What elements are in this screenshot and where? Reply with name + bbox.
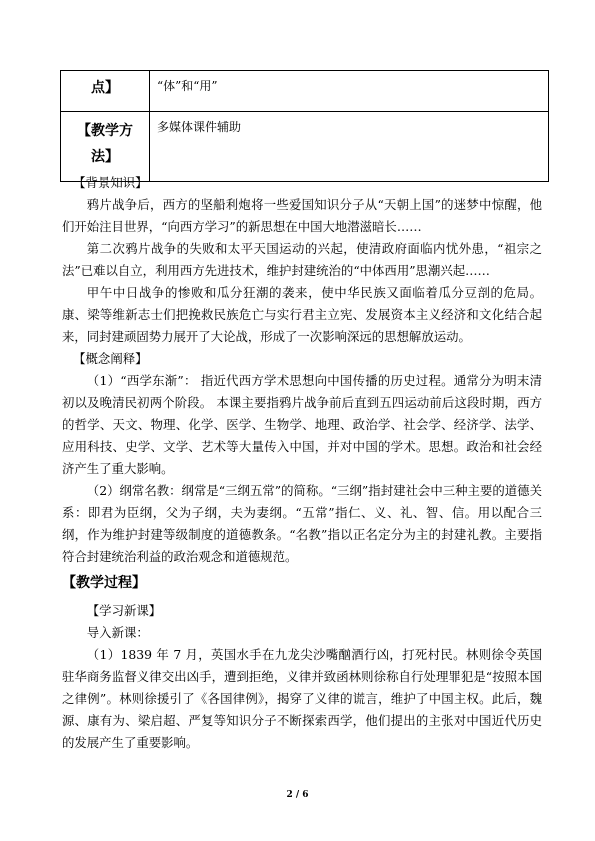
paragraph: 甲午中日战争的惨败和瓜分狂潮的袭来，使中华民族又面临着瓜分豆剖的危局。康、梁等维新志士们把挽救民族危亡与实行君主立宪、发展资本主义经济和文化结合起来，同封建顽固势力展开了大论战，形成了一次影响深远的思想解放运动。	[62, 285, 542, 344]
table-header-cell: 点】	[61, 71, 150, 112]
paragraph: 第二次鸦片战争的失败和太平天国运动的兴起，使清政府面临内忧外患，“祖宗之法”已难以自立，利用西方先进技术，维护封建统治的“中体西用”思潮兴起……	[62, 241, 542, 278]
table-header-cell	[61, 112, 150, 182]
table-content-cell: 多媒体课件辅助	[150, 112, 549, 182]
paragraph: （1）1839 年 7 月，英国水手在九龙尖沙嘴酗酒行凶，打死村民。林则徐令英国驻华商务监督义律交出凶手，遭到拒绝，义律并致函林则徐称自行处理罪犯是“按照本国之律例”。林则徐援引了《各国律例》，揭穿了义律的谎言，维护了中国主权。此后，魏源、康有为、梁启超、严复等知识分子不断探索西学，他们提出的主张对中国近代历史的发展产生了重要影响。	[62, 647, 542, 750]
table-content-cell: “体”和“用”	[150, 71, 549, 112]
section-title-background: 【背景知识】	[73, 175, 148, 190]
paragraph: （1）“西学东渐”： 指近代西方学术思想向中国传播的历史过程。通常分为明末清初以及晚清民初两个阶段。 本课主要指鸦片战争前后直到五四运动前后这段时期，西方的哲学、天文、物理、化学、医学、生物学、地理、政治学、社会学、经济学、法学、应用科技、史学、文学、艺术等大量传入中国，并对中国的学术。思想。政治和社会经济产生了重大影响。	[62, 373, 542, 476]
page-number: 2 / 6	[286, 790, 309, 800]
paragraph: 鸦片战争后，西方的坚船利炮将一些爱国知识分子从“天朝上国”的迷梦中惊醒，他们开始注目世界，“向西方学习”的新思想在中国大地潜滋暗长……	[62, 197, 542, 234]
table-row	[61, 112, 549, 182]
document-body	[62, 172, 542, 754]
subsection-title: 【学习新课】	[86, 603, 162, 618]
info-table	[60, 70, 549, 182]
paragraph: （2）纲常名教：纲常是“三纲五常”的简称。“三纲”指封建社会中三种主要的道德关系：即君为臣纲，父为子纲，夫为妻纲。“五常”指仁、义、礼、智、信。用以配合三纲，作为维护封建等级制度的道德教条。“名教”指以正名定分为主的封建礼教。主要指符合封建统治利益的政治观念和道德规范。	[62, 483, 542, 564]
section-title-concepts: 【概念阐释】	[73, 351, 148, 366]
header-line: 【教学方	[77, 123, 133, 139]
intro-label: 导入新课：	[86, 625, 149, 640]
header-line: 法】	[91, 149, 119, 165]
table-row	[61, 71, 549, 112]
section-heading-process: 【教学过程】	[62, 575, 146, 591]
